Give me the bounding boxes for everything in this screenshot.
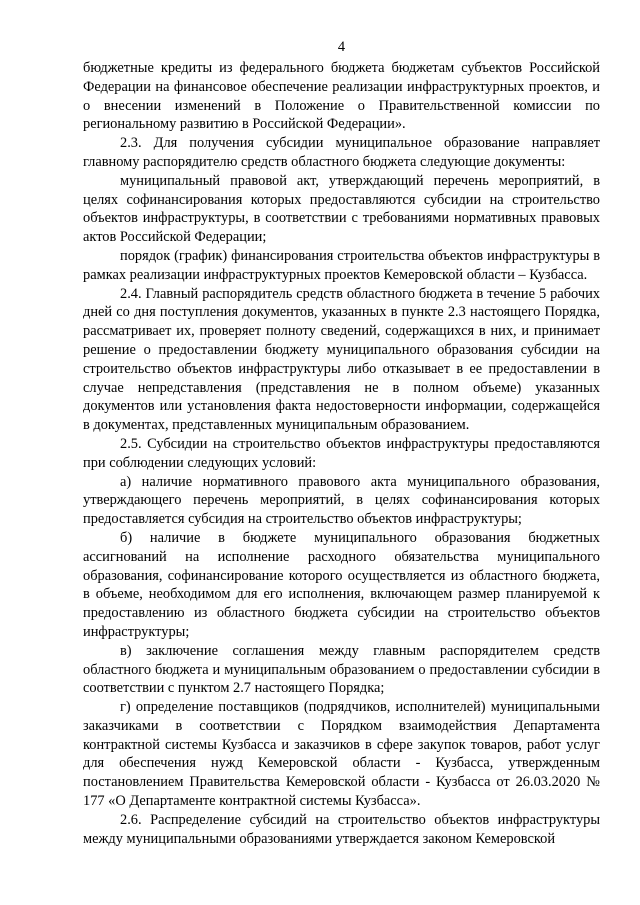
paragraph: бюджетные кредиты из федерального бюджета бюджетам субъектов Российской Федерации на финансовое обеспечение реализации инфраструктурных проектов, и о внесении изменений в Положение о Правительственной комиссии по региональному развитию в Российской Федерации».: [83, 60, 600, 133]
paragraph: в) заключение соглашения между главным распорядителем средств областного бюджета и муниципальным образованием о предоставлении субсидии в соответствии с пунктом 2.7 настоящего Порядка;: [83, 642, 600, 697]
paragraph: 2.4. Главный распорядитель средств областного бюджета в течение 5 рабочих дней со дня поступления документов, указанных в пункте 2.3 настоящего Порядка, рассматривает их, проверяет полноту сведений, содержащихся в них, и принимает решение о предоставлении бюджету муниципального образования субсидии на строительство объектов инфраструктуры либо отказывает в ее предоставлении в случае непредставления (представления не в полном объеме) указанных документов или установления факта недостоверности информации, содержащейся в документах, представленных муниципальным образованием.: [83, 285, 600, 434]
paragraph: муниципальный правовой акт, утверждающий перечень мероприятий, в целях софинансирования которых предоставляются субсидии на строительство объектов инфраструктуры, в соответствии с требованиями нормативных правовых актов Российской Федерации;: [83, 172, 600, 246]
page-number: 4: [337, 39, 346, 55]
paragraph: б) наличие в бюджете муниципального образования бюджетных ассигнований на исполнение расходного обязательства муниципального образования, софинансирование которого осуществляется из областного бюджета, в объеме, необходимом для его исполнения, включающем размер планируемой к предоставлению из областного бюджета субсидии на строительство объектов инфраструктуры;: [83, 529, 600, 640]
paragraph: г) определение поставщиков (подрядчиков, исполнителей) муниципальными заказчиками в соответствии с Порядком взаимодействия Департамента контрактной системы Кузбасса и заказчиков в сфере закупок товаров, работ услуг для обеспечения нужд Кемеровской области - Кузбасса, утвержденным постановлением Правительства Кемеровской области - Кузбасса от 26.03.2020 № 177 «О Департаменте контрактной системы Кузбасса».: [83, 699, 600, 810]
paragraph: а) наличие нормативного правового акта муниципального образования, утверждающего перечень мероприятий, в целях софинансирования которых предоставляется субсидия на строительство объектов инфраструктуры;: [83, 473, 600, 528]
paragraph: 2.3. Для получения субсидии муниципальное образование направляет главному распорядителю средств областного бюджета следующие документы:: [83, 135, 600, 170]
paragraph: порядок (график) финансирования строительства объектов инфраструктуры в рамках реализации инфраструктурных проектов Кемеровской области – Кузбасса.: [83, 247, 600, 283]
paragraph: 2.6. Распределение субсидий на строительство объектов инфраструктуры между муниципальными образованиями утверждается законом Кемеровской: [83, 811, 600, 847]
paragraph: 2.5. Субсидии на строительство объектов инфраструктуры предоставляются при соблюдении следующих условий:: [83, 435, 600, 471]
document-body: [83, 59, 600, 848]
